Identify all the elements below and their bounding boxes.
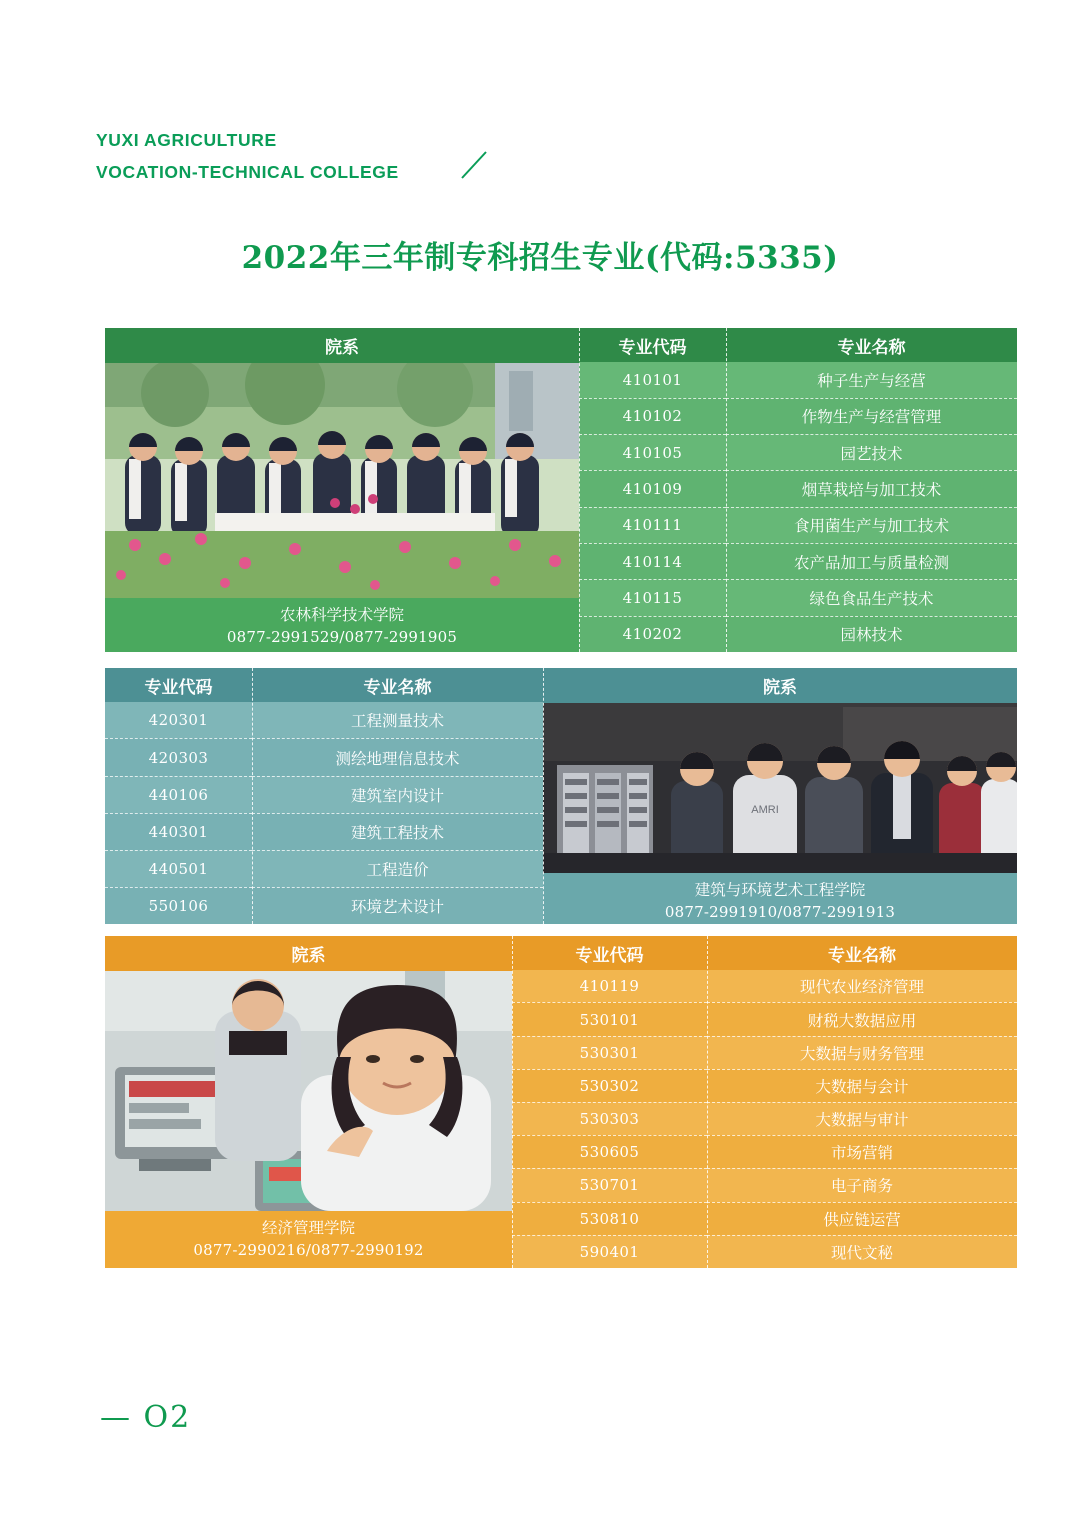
major-code-cell: 420303 [105, 738, 252, 775]
major-code-cell: 530303 [512, 1102, 707, 1135]
department-name-1: 农林科学技术学院 [279, 606, 404, 624]
column-divider [707, 936, 708, 1268]
college-brand [96, 124, 399, 188]
major-code-cell: 440501 [105, 850, 252, 887]
major-code-cell: 590401 [512, 1235, 707, 1268]
major-name-cell: 电子商务 [707, 1168, 1017, 1201]
department-photo-2 [543, 703, 1017, 873]
department-name-2: 建筑与环境艺术工程学院 [694, 881, 866, 899]
major-code-cell: 440106 [105, 776, 252, 813]
major-name-cell: 财税大数据应用 [707, 1002, 1017, 1035]
column-header-name-2: 专业名称 [252, 668, 543, 702]
column-divider [512, 936, 513, 1268]
major-code-cell: 410101 [579, 362, 726, 397]
major-name-cell: 作物生产与经营管理 [726, 398, 1017, 434]
major-name-column-1 [726, 328, 1017, 652]
major-name-cell: 建筑工程技术 [252, 813, 543, 850]
column-header-department-1: 院系 [105, 328, 579, 363]
major-name-cell: 工程测量技术 [252, 702, 543, 738]
major-name-cell: 种子生产与经营 [726, 362, 1017, 397]
major-name-cell: 工程造价 [252, 850, 543, 887]
major-code-cell: 530302 [512, 1069, 707, 1102]
column-divider [252, 668, 253, 924]
major-name-cell: 大数据与财务管理 [707, 1036, 1017, 1069]
department-caption-3 [105, 1211, 512, 1261]
page-number: — O2 [100, 1400, 192, 1435]
major-code-column-2 [105, 668, 252, 924]
program-table-economics [105, 936, 1017, 1268]
svg-text:AMRI: AMRI [751, 804, 779, 816]
department-photo-column-3 [105, 936, 512, 1268]
major-name-cell: 建筑室内设计 [252, 776, 543, 813]
brand-line-2: VOCATION-TECHNICAL COLLEGE [96, 162, 399, 182]
department-photo-column-1 [105, 328, 579, 652]
page-title: 2022年三年制专科招生专业(代码:5335) [241, 240, 839, 276]
department-caption-2 [543, 873, 1017, 923]
department-photo-3 [105, 971, 512, 1211]
department-phone-1: 0877-2991529/0877-2991905 [226, 628, 458, 646]
column-header-code-1: 专业代码 [579, 328, 726, 362]
column-header-name-1: 专业名称 [726, 328, 1017, 362]
brand-line-1: YUXI AGRICULTURE [96, 130, 277, 150]
department-photo-1 [105, 363, 579, 598]
major-name-cell: 农产品加工与质量检测 [726, 543, 1017, 579]
major-name-cell: 环境艺术设计 [252, 887, 543, 924]
major-name-cell: 园林技术 [726, 616, 1017, 652]
major-code-column-3 [512, 936, 707, 1268]
major-name-cell: 供应链运营 [707, 1202, 1017, 1235]
column-header-department-3: 院系 [105, 936, 512, 971]
major-code-cell: 410119 [512, 970, 707, 1002]
major-name-cell: 园艺技术 [726, 434, 1017, 470]
major-code-cell: 410202 [579, 616, 726, 652]
column-divider [579, 328, 580, 652]
program-table-architecture [105, 668, 1017, 924]
major-code-cell: 420301 [105, 702, 252, 738]
major-code-cell: 410115 [579, 579, 726, 615]
column-divider [543, 668, 544, 924]
major-name-cell: 大数据与审计 [707, 1102, 1017, 1135]
major-code-cell: 550106 [105, 887, 252, 924]
department-phone-2: 0877-2991910/0877-2991913 [664, 903, 896, 921]
major-name-cell: 市场营销 [707, 1135, 1017, 1168]
major-code-cell: 410102 [579, 398, 726, 434]
program-table-agriculture [105, 328, 1017, 652]
column-divider [726, 328, 727, 652]
column-header-code-2: 专业代码 [105, 668, 252, 702]
major-code-cell: 410114 [579, 543, 726, 579]
major-code-column-1 [579, 328, 726, 652]
department-name-3: 经济管理学院 [261, 1219, 355, 1237]
major-name-column-3 [707, 936, 1017, 1268]
major-code-cell: 410105 [579, 434, 726, 470]
major-name-cell: 现代农业经济管理 [707, 970, 1017, 1002]
major-name-cell: 大数据与会计 [707, 1069, 1017, 1102]
major-code-cell: 530101 [512, 1002, 707, 1035]
major-name-cell: 食用菌生产与加工技术 [726, 507, 1017, 543]
major-code-cell: 530301 [512, 1036, 707, 1069]
major-code-cell: 440301 [105, 813, 252, 850]
column-header-name-3: 专业名称 [707, 936, 1017, 970]
department-caption-1 [105, 598, 579, 648]
column-header-code-3: 专业代码 [512, 936, 707, 970]
column-header-department-2: 院系 [543, 668, 1017, 703]
slash-decoration-icon [458, 148, 492, 182]
major-code-cell: 410111 [579, 507, 726, 543]
major-code-cell: 530605 [512, 1135, 707, 1168]
major-name-cell: 现代文秘 [707, 1235, 1017, 1268]
major-code-cell: 530701 [512, 1168, 707, 1201]
major-name-cell: 测绘地理信息技术 [252, 738, 543, 775]
major-code-cell: 410109 [579, 470, 726, 506]
department-phone-3: 0877-2990216/0877-2990192 [193, 1241, 424, 1259]
major-code-cell: 530810 [512, 1202, 707, 1235]
major-name-column-2 [252, 668, 543, 924]
department-photo-column-2 [543, 668, 1017, 924]
major-name-cell: 烟草栽培与加工技术 [726, 470, 1017, 506]
major-name-cell: 绿色食品生产技术 [726, 579, 1017, 615]
